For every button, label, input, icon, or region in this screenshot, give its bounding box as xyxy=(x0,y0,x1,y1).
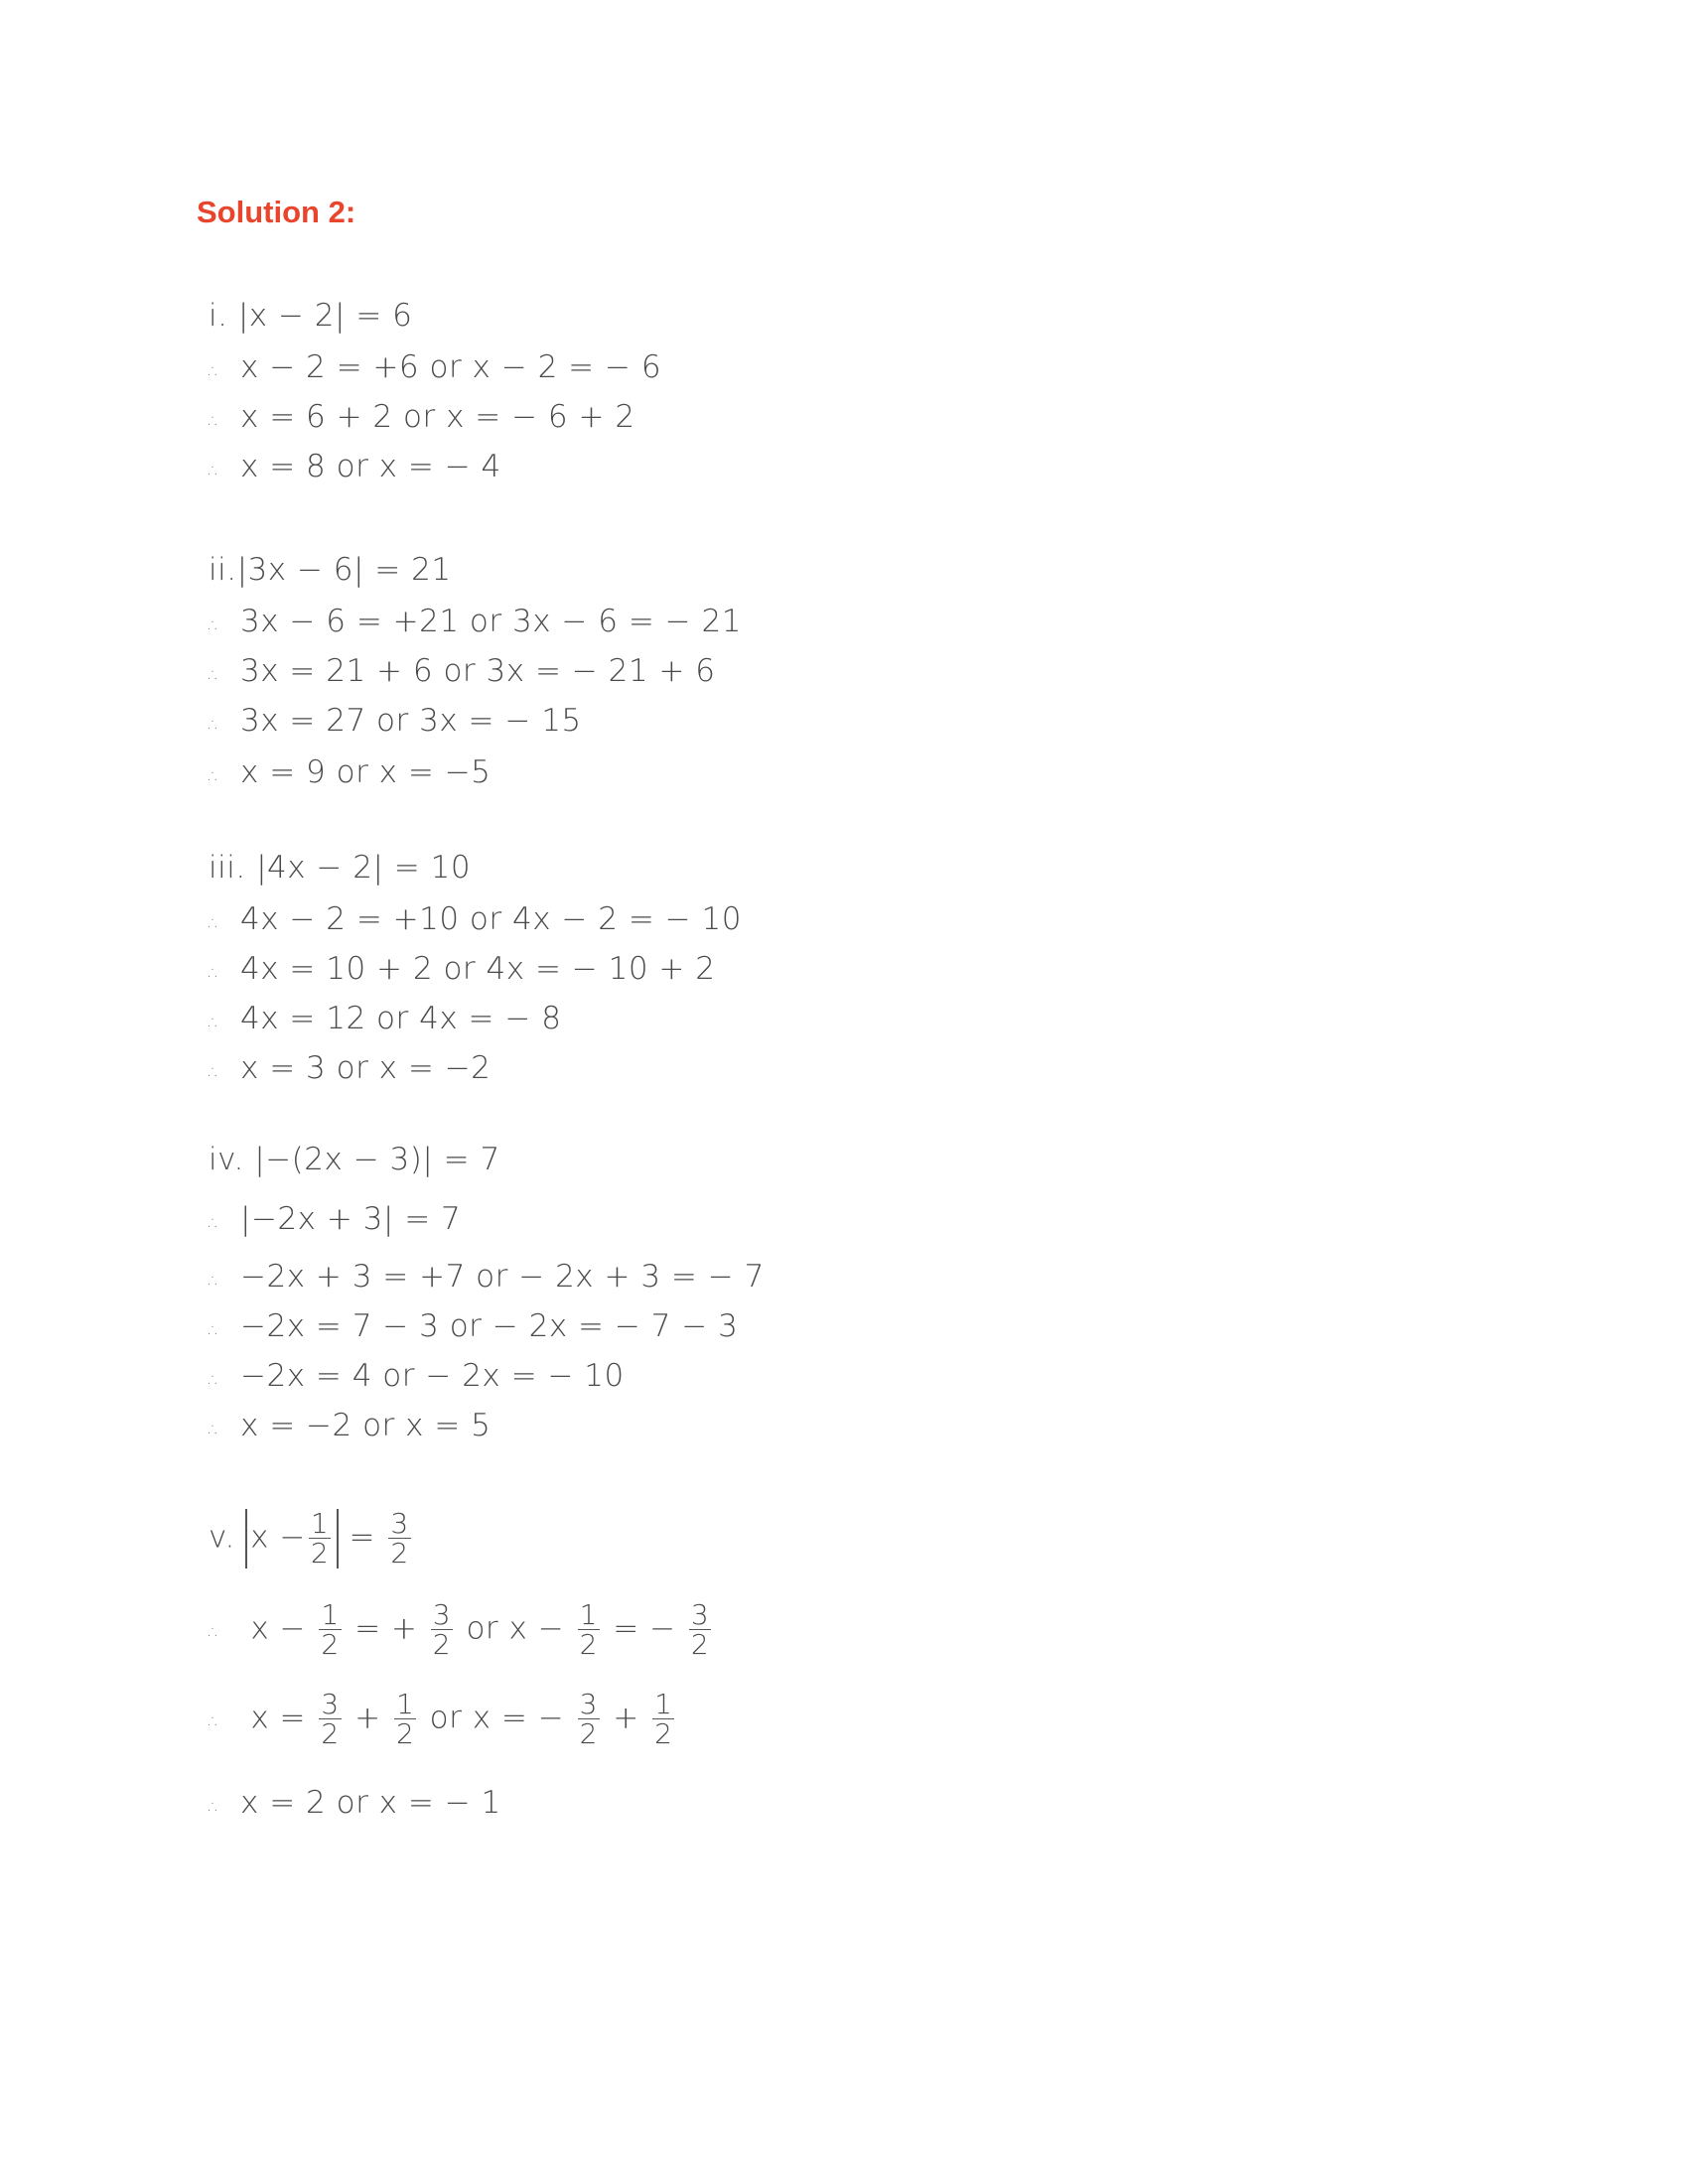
problem-line xyxy=(209,1509,414,1569)
problem-line xyxy=(209,298,412,334)
therefore-icon: ∴ xyxy=(209,461,220,481)
solution-heading: Solution 2: xyxy=(197,195,356,229)
problem-equation: |4x − 2| = 10 xyxy=(256,850,472,886)
step-text: x − 2 = +6 or x − 2 = − 6 xyxy=(240,349,662,385)
numerator: 3 xyxy=(690,1598,710,1631)
therefore-icon: ∴ xyxy=(209,1062,220,1083)
therefore-icon: ∴ xyxy=(209,1711,220,1733)
step-line xyxy=(209,604,742,639)
step-line xyxy=(209,1785,501,1821)
therefore-icon: ∴ xyxy=(209,766,220,787)
step-text: x = 8 or x = − 4 xyxy=(240,449,501,484)
therefore-icon: ∴ xyxy=(209,1320,220,1341)
step-line xyxy=(209,1001,561,1036)
numerator: 3 xyxy=(321,1688,340,1720)
step-text: 4x − 2 = +10 or 4x − 2 = − 10 xyxy=(240,901,742,937)
expr-text: = + xyxy=(354,1610,418,1647)
denominator: 2 xyxy=(395,1717,415,1751)
part-label: i. xyxy=(209,298,228,334)
fraction xyxy=(431,1600,453,1660)
numerator: 1 xyxy=(310,1507,330,1540)
denominator: 2 xyxy=(654,1717,673,1751)
denominator: 2 xyxy=(321,1628,340,1662)
problem-equation: |−(2x − 3)| = 7 xyxy=(254,1142,500,1177)
denominator: 2 xyxy=(310,1537,330,1570)
step-text: 4x = 12 or 4x = − 8 xyxy=(240,1001,562,1036)
therefore-icon: ∴ xyxy=(209,1013,220,1033)
problem-equation: |3x − 6| = 21 xyxy=(236,552,452,588)
step-line xyxy=(209,1600,714,1660)
denominator: 2 xyxy=(321,1717,340,1751)
step-line xyxy=(209,349,661,385)
part-label: iv. xyxy=(209,1142,244,1177)
step-line xyxy=(209,1308,738,1344)
step-line xyxy=(209,653,715,689)
step-text: x = 6 + 2 or x = − 6 + 2 xyxy=(240,399,635,435)
denominator: 2 xyxy=(579,1628,598,1662)
step-line xyxy=(209,1259,765,1295)
problem-line xyxy=(209,552,452,588)
part-label: v. xyxy=(209,1519,235,1556)
step-text: |−2x + 3| = 7 xyxy=(240,1201,462,1237)
fraction xyxy=(319,1690,341,1749)
fraction xyxy=(652,1690,674,1749)
step-line xyxy=(209,399,635,435)
step-line xyxy=(209,951,715,987)
absolute-value xyxy=(245,1509,339,1569)
therefore-icon: ∴ xyxy=(209,615,220,636)
fraction xyxy=(578,1600,600,1660)
step-line xyxy=(209,1408,491,1443)
expr-text: = − xyxy=(613,1610,676,1647)
expr-text: x = xyxy=(250,1700,307,1736)
step-text: x = 3 or x = −2 xyxy=(240,1050,492,1086)
numerator: 3 xyxy=(390,1507,409,1540)
equals: = xyxy=(349,1519,376,1556)
step-text: x = 9 or x = −5 xyxy=(240,754,492,790)
step-text: 3x = 21 + 6 or 3x = − 21 + 6 xyxy=(240,653,716,689)
denominator: 2 xyxy=(432,1628,452,1662)
numerator: 3 xyxy=(432,1598,452,1631)
therefore-icon: ∴ xyxy=(209,1797,220,1818)
fraction xyxy=(319,1600,341,1660)
therefore-icon: ∴ xyxy=(209,665,220,686)
step-text: −2x = 4 or − 2x = − 10 xyxy=(240,1358,625,1394)
therefore-icon: ∴ xyxy=(209,411,220,432)
step-line xyxy=(209,449,501,484)
part-label: ii. xyxy=(209,552,237,588)
therefore-icon: ∴ xyxy=(209,361,220,382)
step-line xyxy=(209,754,491,790)
part-label: iii. xyxy=(209,850,246,886)
step-line xyxy=(209,1201,461,1237)
step-text: −2x + 3 = +7 or − 2x + 3 = − 7 xyxy=(240,1259,765,1295)
therefore-icon: ∴ xyxy=(209,913,220,934)
step-text: 4x = 10 + 2 or 4x = − 10 + 2 xyxy=(240,951,716,987)
therefore-icon: ∴ xyxy=(209,963,220,984)
step-text: −2x = 7 − 3 or − 2x = − 7 − 3 xyxy=(240,1308,739,1344)
problem-line xyxy=(209,1142,500,1177)
expr-text: + xyxy=(354,1700,381,1736)
expr-text: + xyxy=(613,1700,639,1736)
step-line xyxy=(209,1690,677,1749)
therefore-icon: ∴ xyxy=(209,1213,220,1234)
step-text: 3x = 27 or 3x = − 15 xyxy=(240,703,582,739)
fraction xyxy=(388,1509,410,1569)
step-line xyxy=(209,703,582,739)
denominator: 2 xyxy=(390,1537,409,1570)
denominator: 2 xyxy=(690,1628,710,1662)
numerator: 1 xyxy=(395,1688,415,1720)
therefore-icon: ∴ xyxy=(209,715,220,736)
numerator: 3 xyxy=(579,1688,598,1720)
numerator: 1 xyxy=(321,1598,340,1631)
problem-line xyxy=(209,850,471,886)
numerator: 1 xyxy=(579,1598,598,1631)
step-text: x = 2 or x = − 1 xyxy=(240,1785,501,1821)
fraction xyxy=(578,1690,600,1749)
fraction xyxy=(689,1600,711,1660)
therefore-icon: ∴ xyxy=(209,1370,220,1391)
therefore-icon: ∴ xyxy=(209,1271,220,1292)
step-line xyxy=(209,1358,625,1394)
step-text: x = −2 or x = 5 xyxy=(240,1408,492,1443)
therefore-icon: ∴ xyxy=(209,1420,220,1440)
fraction xyxy=(309,1509,331,1569)
problem-equation: |x − 2| = 6 xyxy=(237,298,413,334)
expr-text: or x = − xyxy=(429,1700,565,1736)
numerator: 1 xyxy=(654,1688,673,1720)
step-line xyxy=(209,1050,491,1086)
step-text: 3x − 6 = +21 or 3x − 6 = − 21 xyxy=(240,604,742,639)
denominator: 2 xyxy=(579,1717,598,1751)
expr-text: or x − xyxy=(466,1610,565,1647)
fraction xyxy=(394,1690,416,1749)
step-line xyxy=(209,901,742,937)
expr-text: x − xyxy=(250,1610,307,1647)
expr-text: x − xyxy=(250,1519,306,1556)
therefore-icon: ∴ xyxy=(209,1622,220,1644)
